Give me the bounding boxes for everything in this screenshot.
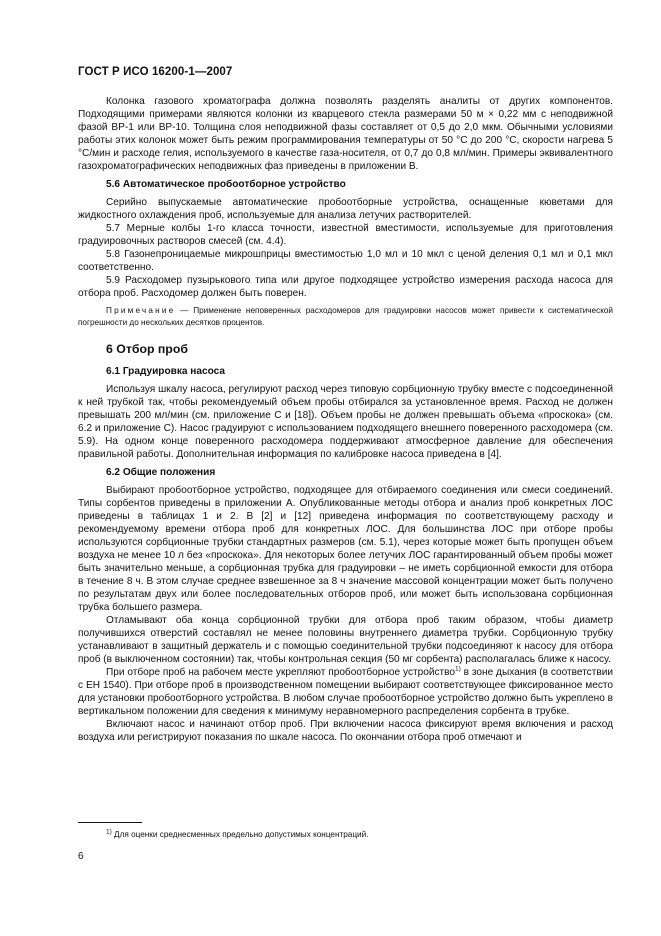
note-label: Примечание	[106, 306, 176, 315]
paragraph-6-1: Используя шкалу насоса, регулируют расход через типовую сорбционную трубку вместе с подсоединенной к ней трубкой так, чтобы рекомендуемый объем пробы отбирался за установленное время. Расход не должен превышать 200 мл/мин (см. приложение С и [18]). Объем пробы не должен превышать объема «проскока» (см. 6.2 и приложение С). Насос градуируют с использованием подходящего внешнего поверенного расходомера (см. 5.9). На одном конце поверенного расходомера поддерживают атмосферное давление для обеспечения правильной работы. Дополнительная информация по калибровке насоса приведена в [4].	[78, 384, 613, 460]
footnote-mark: 1)	[106, 828, 112, 836]
document-header: ГОСТ Р ИСО 16200-1—2007	[78, 66, 233, 78]
note-text: — Применение неповеренных расходомеров для градуировки насосов может привести к систематической погрешности до нескольких десятков процентов.	[78, 306, 613, 327]
paragraph-5-8: 5.8 Газонепроницаемые микрошприцы вместимостью 1,0 мл и 10 мкл с ценой деления 0,1 мл и 0,1 мкл соответственно.	[78, 249, 613, 273]
paragraph-5-9: 5.9 Расходомер пузырькового типа или другое подходящее устройство измерения расхода насоса для отбора проб. Расходомер должен быть поверен.	[78, 275, 613, 299]
paragraph-6-2-d: Включают насос и начинают отбор проб. При включении насоса фиксируют время включения и расход воздуха или регистрируют показания по шкале насоса. По окончании отбора проб отмечают и	[78, 719, 613, 743]
document-body	[78, 95, 613, 744]
heading-5-6: 5.6 Автоматическое пробоотборное устройство	[106, 179, 346, 190]
paragraph-6-2-a: Выбирают пробоотборное устройство, подходящее для отбираемого соединения или смеси соединений. Типы сорбентов приведены в приложении А. Опубликованные методы отбора и анализ проб конкретных ЛОС приведены в таблицах 1 и 2. В [2] и [12] приведена информация по соответствующему расходу и рекомендуемому времени отбора проб для конкретных ЛОС. Для большинства ЛОС при отборе пробы используются сорбционные трубки стандартных размеров (см. 5.1), через которые может быть пропущен объем воздуха не менее 10 л без «проскока». Для некоторых более летучих ЛОС гарантированный объем пробы может быть значительно меньше, а сорбционная трубка для градуировки – не иметь сорбционной емкости для отбора в течение 8 ч. В этом случае среднее взвешенное за 8 ч значение массовой концентрации может быть получено по результатам двух или более последовательных отборов проб, или может быть использована сорбционная трубка большего размера.	[78, 485, 613, 613]
paragraph-6-2-c-part1: При отборе проб на рабочем месте укрепляют пробоотборное устройство	[106, 667, 456, 678]
paragraph-6-2-c	[78, 666, 613, 718]
footnote-separator	[78, 822, 142, 823]
paragraph-5-6: Серийно выпускаемые автоматические пробоотборные устройства, оснащенные кюветами для жидкостного охлаждения проб, используемые для анализа летучих растворителей.	[78, 197, 613, 221]
heading-6-1: 6.1 Градуировка насоса	[106, 366, 226, 377]
note	[78, 305, 613, 328]
footnote-reference: 1)	[455, 665, 461, 673]
section-6-title: 6 Отбор проб	[106, 342, 188, 356]
footnote	[106, 829, 368, 840]
paragraph-6-2-c-part2: в зоне дыхания (в соответствии с ЕН 1540). При отборе проб в производственном помещении выбирают соответствующее фиксированное место для установки пробоотборного устройства. В любом случае пробоотборное устройство должно быть укреплено в вертикальном положении для сведения к минимуму неравномерного распределения сорбента в трубке.	[78, 667, 613, 717]
footnote-text: Для оценки среднесменных предельно допустимых концентраций.	[111, 830, 369, 839]
page-number: 6	[78, 851, 84, 862]
paragraph-6-2-b: Отламывают оба конца сорбционной трубки для отбора проб таким образом, чтобы диаметр получившихся отверстий составлял не менее половины внутреннего диаметра трубки. Сорбционную трубку устанавливают в защитный держатель и с помощью соединительной трубки подсоединяют к насосу для отбора проб (в выключенном состоянии) так, чтобы контрольная секция (50 мг сорбента) располагалась ближе к насосу.	[78, 615, 613, 665]
heading-6-2: 6.2 Общие положения	[106, 467, 216, 478]
paragraph-gc-column: Колонка газового хроматографа должна позволять разделять аналиты от других компонентов. Подходящими примерами являются колонки из кварцевого стекла размерами 50 м × 0,22 мм с неподвижной фазой BP-1 или BP-10. Толщина слоя неподвижной фазы составляет от 0,5 до 2,0 мкм. Обычными условиями работы этих колонок может быть режим программирования температуры от 50 °С до 200 °С, скорости нагрева 5 °С/мин и расходе гелия, используемого в качестве газа-носителя, от 0,7 до 0,8 мл/мин. Примеры эквивалентного газохроматографических неподвижных фаз приведены в приложении В.	[78, 96, 613, 172]
paragraph-5-7: 5.7 Мерные колбы 1-го класса точности, известной вместимости, используемые для приготовления градуировочных растворов смесей (см. 4.4).	[78, 223, 613, 247]
